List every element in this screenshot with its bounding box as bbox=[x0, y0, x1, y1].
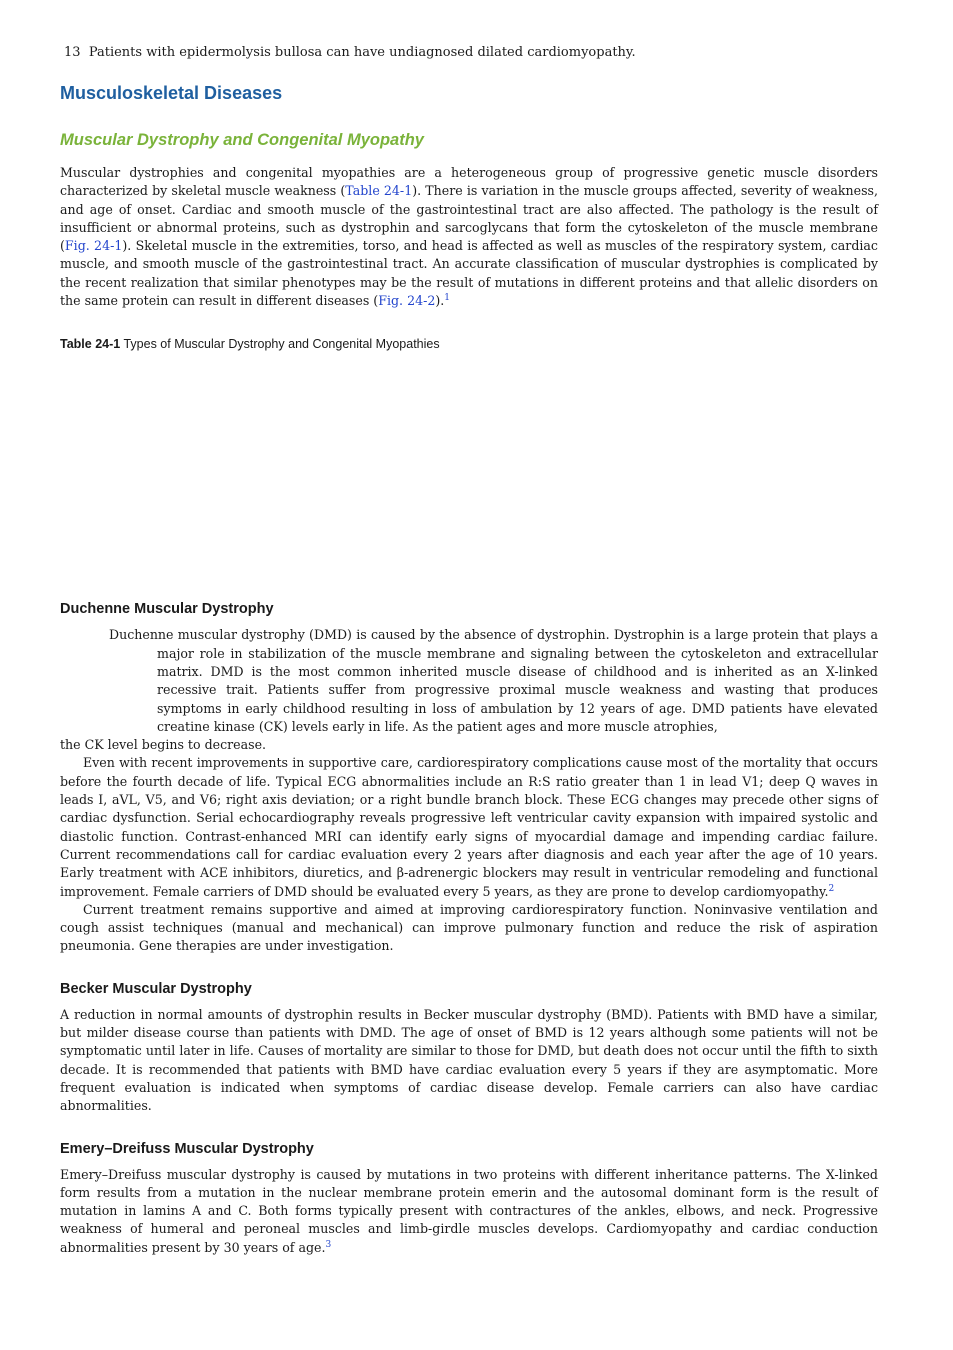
dmd-heading: Duchenne Muscular Dystrophy bbox=[60, 601, 274, 618]
subsection-title: Muscular Dystrophy and Congenital Myopathy bbox=[60, 131, 424, 149]
fig-24-1-link[interactable]: Fig. 24-1 bbox=[64, 238, 123, 254]
dmd-paragraph-1-tail: the CK level begins to decrease. bbox=[60, 737, 267, 753]
section-title: Musculoskeletal Diseases bbox=[60, 83, 283, 103]
table-caption-text: Types of Muscular Dystrophy and Congenital Myopathies bbox=[123, 337, 440, 352]
intro-paragraph: Muscular dystrophies and congenital myopathies are a heterogeneous group of progressive genetic muscle disorders characterized by skeletal muscle weakness (Table 24-1). There is variation in the muscle groups affected, severity of weakness, and age of onset. Cardiac and smooth muscle of the gastrointestinal tract are also affected. The pathology is the result of insufficient or abnormal proteins, such as dystrophin and sarcoglycans that form the cytoskeleton of the muscle membrane (Fig. 24-1). Skeletal muscle in the extremities, torso, and head is affected as well as muscles of the respiratory system, cardiac muscle, and smooth muscle of the gastrointestinal tract. An accurate classification of muscular dystrophies is complicated by the recent realization that similar phenotypes may be the result of mutations in different proteins and that allelic disorders on the same protein can result in different diseases (Fig. 24-2).$^1$ bbox=[60, 165, 878, 309]
dmd-paragraph-1: Duchenne muscular dystrophy (DMD) is caused by the absence of dystrophin. Dystrophin is a large protein that plays a major role in stabilization of the muscle membrane and signaling between the cytoskeleton and extracellular matrix. DMD is the most common inherited muscle disease of childhood and is inherited as an X-linked recessive trait. Patients suffer from progressive proximal muscle weakness and wasting that produces symptoms in early childhood resulting in loss of ambulation by 12 years of age. DMD patients have elevated creatine kinase (CK) levels early in life. As the patient ages and more muscle atrophies, bbox=[109, 627, 878, 734]
table-24-1-link[interactable]: Table 24-1 bbox=[345, 183, 413, 199]
table-caption-label: Table 24-1 bbox=[60, 337, 121, 352]
bmd-heading: Becker Muscular Dystrophy bbox=[60, 980, 252, 997]
list-item-text: Patients with epidermolysis bullosa can have undiagnosed dilated cardiomyopathy. bbox=[88, 45, 636, 60]
table-caption bbox=[60, 336, 878, 352]
reference-1-link[interactable]: 1 bbox=[444, 292, 451, 303]
list-item-number: 13 bbox=[64, 45, 81, 60]
dmd-paragraph-3: Current treatment remains supportive and aimed at improving cardiorespiratory function. Noninvasive ventilation and cough assist techniques (manual and mechanical) can improve pulmonary function and reduce the risk of aspiration pneumonia. Gene therapies are under investigation. bbox=[60, 901, 878, 954]
list-item-13 bbox=[64, 44, 878, 62]
table-placeholder bbox=[60, 352, 878, 600]
bmd-paragraph: A reduction in normal amounts of dystrophin results in Becker muscular dystrophy (BMD). Patients with BMD have a similar, but milder disease course than patients with DMD. The age of onset of BMD is 12 years although some patients will not be symptomatic until later in life. Causes of mortality are similar to those for DMD, but death does not occur until the fifth to sixth decade. It is recommended that patients with BMD have cardiac evaluation every 5 years if they are asymptomatic. More frequent evaluation is indicated when symptoms of cardiac disease develop. Female carriers can also have cardiac abnormalities. bbox=[60, 1006, 878, 1114]
reference-3-link[interactable]: 3 bbox=[325, 1239, 332, 1250]
edmd-heading: Emery–Dreifuss Muscular Dystrophy bbox=[60, 1140, 314, 1157]
reference-2-link[interactable]: 2 bbox=[828, 883, 835, 894]
document-page bbox=[60, 44, 878, 1257]
fig-24-2-link[interactable]: Fig. 24-2 bbox=[378, 293, 436, 309]
dmd-paragraph-2: Even with recent improvements in supportive care, cardiorespiratory complications cause most of the mortality that occurs before the fourth decade of life. Typical ECG abnormalities include an R:S ratio greater than 1 in lead V1; deep Q waves in leads I, aVL, V5, and V6; right axis deviation; or a right bundle branch block. These ECG changes may precede other signs of cardiac dysfunction. Serial echocardiography reveals progressive left ventricular cavity expansion with impaired systolic and diastolic function. Contrast-enhanced MRI can identify early signs of myocardial damage and impending cardiac failure. Current recommendations call for cardiac evaluation every 2 years after diagnosis and each year after the age of 10 years. Early treatment with ACE inhibitors, diuretics, and β-adrenergic blockers may result in ventricular remodeling and functional improvement. Female carriers of DMD should be evaluated every 5 years, as they are prone to develop cardiomyopathy.$^2$ bbox=[60, 755, 878, 899]
edmd-paragraph: Emery–Dreifuss muscular dystrophy is caused by mutations in two proteins with different inheritance patterns. The X-linked form results from a mutation in the nuclear membrane protein emerin and the autosomal dominant form is the result of mutation in lamins A and C. Both forms typically present with contractures of the ankles, elbows, and neck. Progressive weakness of humeral and peroneal muscles and limb-girdle muscles develops. Cardiomyopathy and cardiac conduction abnormalities present by 30 years of age.$^3$ bbox=[60, 1166, 878, 1255]
